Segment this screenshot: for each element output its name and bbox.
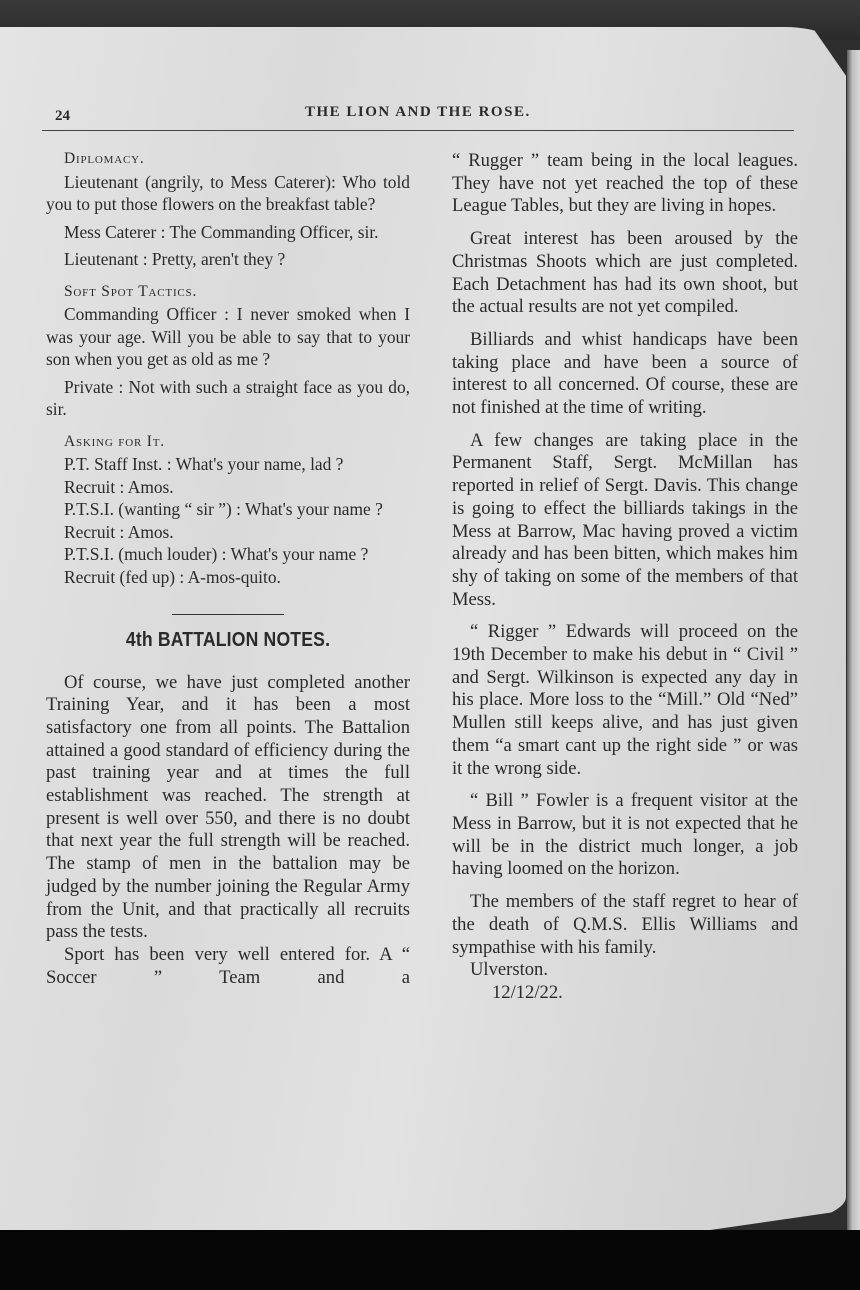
paragraph: “ Bill ” Fowler is a frequent visitor at the Mess in Barrow, but it is not expected that he will be in the district much longer, a job having loomed on the horizon. (452, 790, 798, 880)
section-heading: Diplomacy. (64, 150, 145, 167)
paragraph: Private : Not with such a straight face as you do, sir. (46, 376, 410, 419)
signoff-place: Ulverston. (470, 959, 548, 981)
page-number: 24 (55, 108, 70, 124)
paragraph: Recruit : Amos. (64, 476, 174, 497)
paragraph: P.T.S.I. (much louder) : What's your name ? (64, 544, 369, 564)
background-bottom (0, 1230, 860, 1290)
section-asking-for-it (46, 431, 410, 589)
paragraph: P.T.S.I. (wanting “ sir ”) : What's your name ? (64, 499, 383, 519)
running-title: THE LION AND THE ROSE. (305, 104, 531, 120)
article-body (46, 672, 410, 990)
section-soft-spot-tactics (46, 281, 410, 421)
section-heading: Asking for It. (64, 432, 165, 450)
page-edge (847, 50, 860, 1230)
paragraph: Lieutenant (angrily, to Mess Caterer): Who told you to put those flowers on the breakfast table? (46, 171, 410, 214)
left-column (46, 148, 410, 989)
section-heading: Soft Spot Tactics. (64, 282, 198, 300)
paragraph: “ Rigger ” Edwards will proceed on the 19th December to make his debut in “ Civil ” and Sergt. Wilkinson is expected any day in his place. More loss to the “Mill.” Old “Ned” Mullen still keeps alive, and has just given them “a smart cant up the right side ” or was it the wrong side. (452, 621, 798, 779)
paragraph: Lieutenant : Pretty, aren't they ? (64, 249, 286, 269)
paragraph: Great interest has been aroused by the Christmas Shoots which are just completed. Each Detachment has had its own shoot, but the actual results are not yet compiled. (452, 228, 798, 318)
paragraph: Commanding Officer : I never smoked when I was your age. Will you be able to say that to your son when you get as old as me ? (46, 304, 410, 369)
paragraph: Of course, we have just completed another Training Year, and it has been a most satisfactory one from all points. The Battalion attained a good standard of efficiency during the past training year and at times the full establishment was reached. The strength at present is well over 550, and there is no doubt that next year the full strength will be reached. The stamp of men in the battalion may be judged by the number joining the Regular Army from the Unit, and that practically all recruits pass the tests. (46, 671, 410, 943)
paragraph: “ Rugger ” team being in the local leagues. They have not yet reached the top of these League Tables, but they are living in hopes. (452, 150, 798, 217)
paragraph: Mess Caterer : The Commanding Officer, sir. (64, 221, 379, 242)
signoff-date: 12/12/22. (492, 981, 563, 1003)
header-rule (42, 130, 794, 131)
section-divider (172, 614, 284, 615)
running-head (55, 104, 795, 126)
paragraph: P.T. Staff Inst. : What's your name, lad ? (64, 454, 344, 474)
paragraph: Recruit : Amos. (64, 521, 174, 542)
section-diplomacy (46, 148, 410, 271)
paragraph: A few changes are taking place in the Permanent Staff, Sergt. McMillan has reported in relief of Sergt. Davis. This change is going to effect the billiards takings in the Mess at Barrow, Mac having proved a victim already and has been bitten, which makes him shy of taking on some of the members of that Mess. (452, 429, 798, 610)
paragraph: Recruit (fed up) : A-mos-quito. (64, 566, 281, 587)
paragraph: Billiards and whist handicaps have been taking place and have been a source of interest to all concerned. Of course, these are not finished at the time of writing. (452, 328, 798, 419)
paragraph: Sport has been very well entered for. A “ Soccer ” Team and a (46, 943, 410, 988)
article-heading: 4th BATTALION NOTES. (125, 629, 331, 651)
right-column (452, 150, 798, 1005)
paragraph: The members of the staff regret to hear of the death of Q.M.S. Ellis Williams and sympathise with his family. (452, 891, 798, 958)
